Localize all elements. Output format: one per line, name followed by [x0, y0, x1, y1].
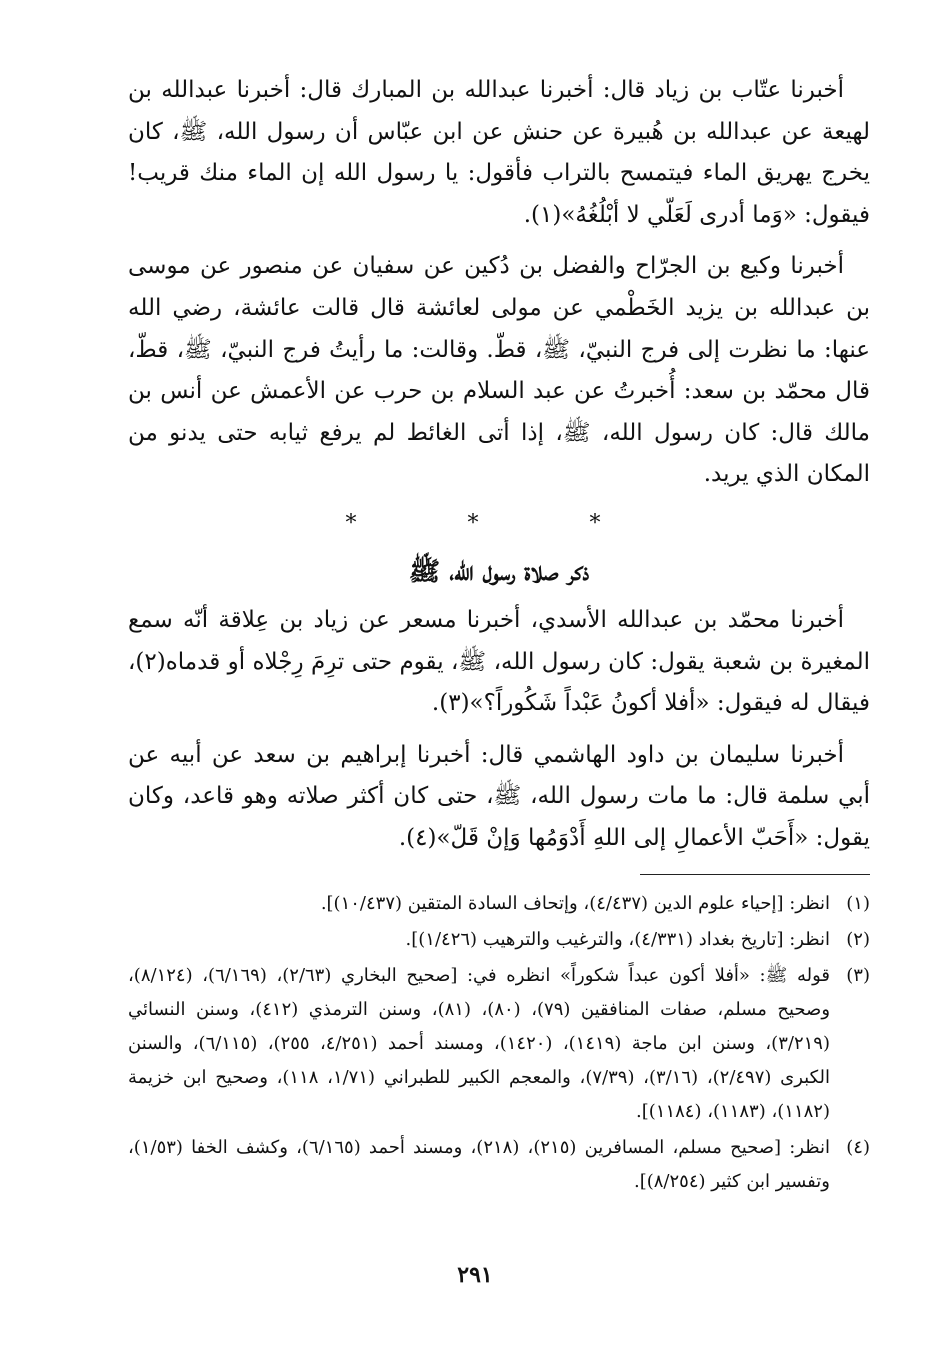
footnote-number: (٢): [846, 928, 870, 950]
footnote: [128, 959, 870, 1129]
hadith-paragraph-1: أخبرنا عتّاب بن زياد قال: أخبرنا عبدالله بن المبارك قال: أخبرنا عبدالله بن لهيعة عن عبدالله بن هُبيرة عن حنش عن ابن عبّاس أن رسول الله، ﷺ، كان يخرج يهريق الماء فيتمسح بالتراب فأقول: يا رسول الله إن الماء منك قريب! فيقول: «وَما أدرى لَعَلّي لا أبْلُغُهُ»(١).: [128, 77, 870, 228]
page-number: ٢٩١: [457, 1262, 493, 1288]
footnote: [128, 1131, 870, 1199]
footnote: [128, 923, 870, 957]
hadith-paragraph-2: أخبرنا وكيع بن الجرّاح والفضل بن دُكين عن سفيان عن منصور عن موسى بن عبدالله بن يزيد الخَطْمي عن مولى لعائشة قال قالت عائشة، رضي الله عنها: ما نظرت إلى فرج النبيّ، ﷺ، قطّ. وقالت: ما رأيتُ فرج النبيّ، ﷺ، قطّ، قال محمّد بن سعد: أُخبرتُ عن عبد السلام بن حرب عن الأعمش عن أنس بن مالك قال: كان رسول الله، ﷺ، إذا أتى الغائط لم يرفع ثيابه حتى يدنو من المكان الذي يريد.: [128, 253, 870, 488]
footnote-text: قوله ﷺ: «أفلا أكون عبداً شكوراً» انظره في: [صحيح البخاري (٢/٦٣)، (٦/١٦٩)، (٨/١٢٤)، وصحيح مسلم، صفات المنافقين (٧٩)، (٨٠)، (٨١)، وسنن الترمذي (٤١٢)، وسنن النسائي (٣/٢١٩)، وسنن ابن ماجة (١٤١٩)، (١٤٢٠)، ومسند أحمد (٤/٢٥١، ٢٥٥)، (٦/١١٥)، والسنن الكبرى (٢/٤٩٧)، (٣/١٦)، (٧/٣٩)، والمعجم الكبير للطبراني (١/٧١، ١١٨)، وصحيح ابن خزيمة (١١٨٢)، (١١٨٣)، (١١٨٤)].: [128, 964, 831, 1122]
book-page: [128, 70, 870, 1330]
footnote-divider: [640, 874, 870, 875]
hadith-paragraph-4: أخبرنا سليمان بن داود الهاشمي قال: أخبرنا إبراهيم بن سعد عن أبيه عن أبي سلمة قال: ما مات رسول الله، ﷺ، حتى كان أكثر صلاته وهو قاعد، وكان يقول: «أَحَبّ الأعمالِ إلى اللهِ أَدْوَمُها وَإنْ قَلّ»(٤).: [128, 741, 870, 851]
footnote: [128, 887, 870, 921]
hadith-paragraph-3: أخبرنا محمّد بن عبدالله الأسدي، أخبرنا مسعر عن زياد بن عِلاقة أنّه سمع المغيرة بن شعبة يقول: كان رسول الله، ﷺ، يقوم حتى ترِمَ رِجْلاه أو قدماه(٢)، فيقال له فيقول: «أفلا أكونُ عَبْداً شَكُوراً؟»(٣).: [128, 606, 870, 717]
footnote-text: انظر: [صحيح مسلم، المسافرين (٢١٥)، (٢١٨)، ومسند أحمد (٦/١٦٥)، وكشف الخفا (١/٥٣)، وتفسير ابن كثير (٨/٢٥٤)].: [128, 1136, 831, 1192]
footnote-text: انظر: [تاريخ بغداد (٤/٣٣١)، والترغيب والترهيب (١/٤٢٦)].: [405, 928, 830, 950]
footnotes: [128, 887, 870, 1199]
footnote-number: (٣): [846, 964, 870, 986]
footnote-number: (١): [846, 892, 870, 914]
section-heading: ذكر صلاة رسول الله، ﷺ: [408, 556, 590, 587]
footnote-number: (٤): [846, 1136, 870, 1158]
section-separator: * * *: [345, 510, 653, 536]
footnote-text: انظر: [إحياء علوم الدين (٤/٤٣٧)، وإتحاف السادة المتقين (١٠/٤٣٧)].: [320, 892, 830, 914]
